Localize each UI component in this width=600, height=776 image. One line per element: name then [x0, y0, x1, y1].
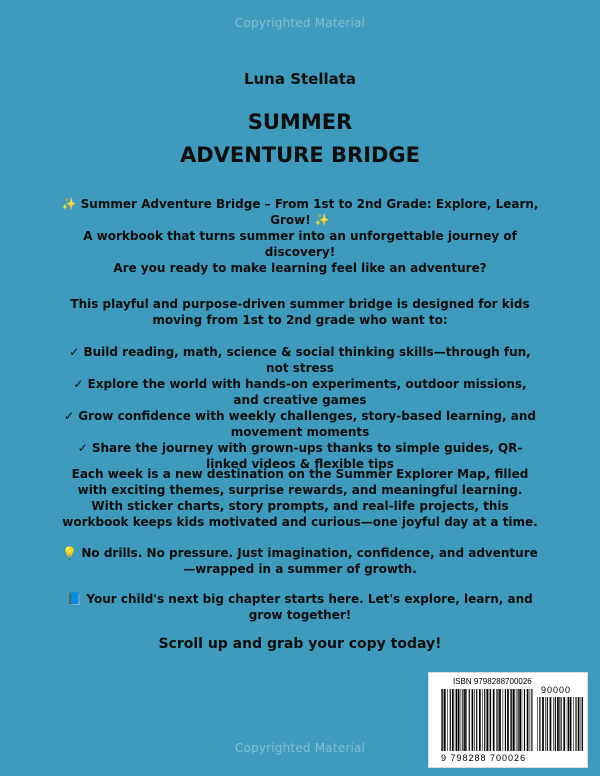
isbn-label: ISBN 9798288700026 [453, 677, 532, 686]
watermark-top: Copyrighted Material [234, 16, 366, 30]
lead-paragraph: This playful and purpose-driven summer bridge is designed for kids moving from 1st to 2nd grade who want to: [70, 297, 530, 327]
list-item: ✓ Grow confidence with weekly challenges, story-based learning, and movement moments [64, 409, 536, 439]
sparkles-icon: ✨ [314, 213, 330, 227]
watermark-bottom: Copyrighted Material [234, 741, 366, 755]
weekly-paragraph: Each week is a new destination on the Summer Explorer Map, filled with exciting themes, surprise rewards, and meaningful learning. With sticker charts, story prompts, and real-life projects, this workbook keeps kids motivated and curious—one joyful day at a time. [62, 467, 538, 529]
intro-line-3: Are you ready to make learning feel like an adventure? [113, 261, 487, 275]
no-drills-paragraph [60, 545, 540, 577]
next-chapter-paragraph [60, 591, 540, 623]
benefit-list [60, 344, 540, 472]
lightbulb-icon: 💡 [62, 546, 78, 560]
book-icon: 📘 [67, 592, 83, 606]
barcode-number: 9 798288 700026 [441, 753, 527, 763]
intro-line-2: A workbook that turns summer into an unforgettable journey of discovery! [83, 229, 517, 259]
title-line-1: SUMMER [247, 110, 353, 134]
no-drills-text: No drills. No pressure. Just imagination, confidence, and adventure—wrapped in a summer of growth. [81, 546, 538, 576]
intro-block [60, 196, 540, 276]
sparkles-icon: ✨ [61, 197, 77, 211]
list-item: ✓ Build reading, math, science & social thinking skills—through fun, not stress [69, 345, 531, 375]
title-line-2: ADVENTURE BRIDGE [179, 143, 421, 167]
book-title [0, 106, 600, 172]
list-item: ✓ Share the journey with grown-ups thanks to simple guides, QR-linked videos & flexible tips [77, 441, 523, 471]
list-item: ✓ Explore the world with hands-on experiments, outdoor missions, and creative games [73, 377, 527, 407]
price-code: 90000 [541, 685, 572, 695]
author-name: Luna Stellata [243, 70, 357, 88]
intro-line-1 [60, 196, 540, 228]
next-chapter-text: Your child's next big chapter starts here. Let's explore, learn, and grow together! [86, 592, 533, 622]
intro-line-1-text: Summer Adventure Bridge – From 1st to 2nd Grade: Explore, Learn, Grow! [80, 197, 539, 227]
call-to-action: Scroll up and grab your copy today! [158, 636, 442, 652]
